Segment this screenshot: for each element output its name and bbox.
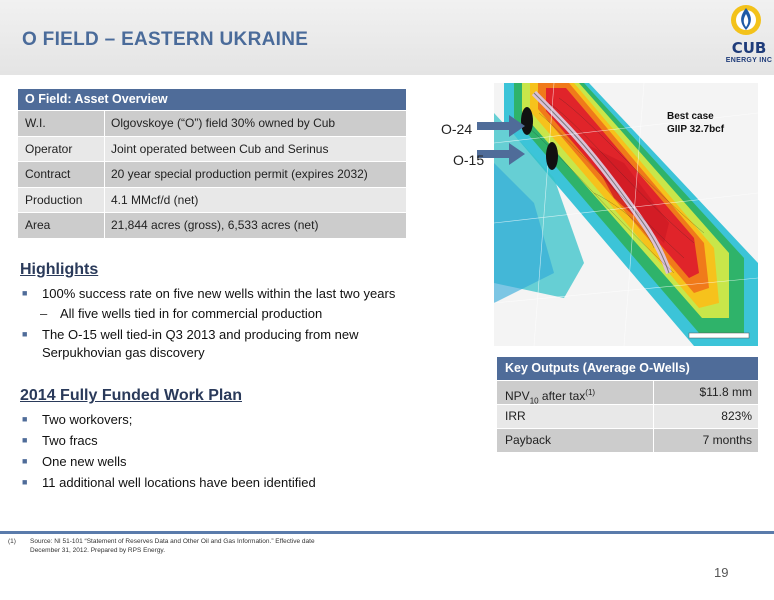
row-value: 21,844 acres (gross), 6,533 acres (net): [104, 213, 406, 238]
row-value: Joint operated between Cub and Serinus: [104, 137, 406, 162]
table-row: [497, 380, 758, 404]
square-bullet-icon: ■: [22, 329, 28, 339]
table-row: [497, 428, 758, 452]
row-value: 4.1 MMcf/d (net): [104, 188, 406, 213]
key-outputs-table: [497, 357, 758, 452]
footnote-number: (1): [8, 538, 16, 545]
bullet-text: The O-15 well tied-in Q3 2013 and producing from new: [42, 327, 359, 342]
square-bullet-icon: ■: [22, 288, 28, 298]
best-case-line1: Best case: [667, 111, 714, 122]
square-bullet-icon: ■: [22, 456, 28, 466]
row-key: Production: [25, 192, 83, 207]
square-bullet-icon: ■: [22, 435, 28, 445]
square-bullet-icon: ■: [22, 477, 28, 487]
table-row: [18, 136, 406, 162]
bullet-text: Two fracs: [42, 433, 98, 448]
npv-footnote-ref: (1): [585, 388, 596, 397]
key-outputs-header: Key Outputs (Average O-Wells): [497, 357, 758, 380]
well-label-o15: O-15: [453, 152, 485, 168]
bullet-text: One new wells: [42, 454, 127, 469]
npv-label: NPV: [505, 389, 530, 403]
table-row: [18, 187, 406, 213]
table-row: [18, 110, 406, 136]
row-value: 20 year special production permit (expires 2032): [104, 162, 406, 187]
table-row: [18, 161, 406, 187]
dash-bullet-icon: –: [40, 306, 48, 321]
square-bullet-icon: ■: [22, 414, 28, 424]
bullet-text: All five wells tied in for commercial production: [60, 306, 323, 321]
well-label-o24: O-24: [441, 121, 473, 137]
row-key: W.I.: [25, 116, 46, 130]
best-case-annotation: [667, 110, 724, 136]
table-row: [18, 212, 406, 238]
table-row: [497, 404, 758, 428]
npv-subscript: 10: [529, 396, 539, 406]
logo-text: CUB: [731, 39, 767, 57]
row-key: [497, 381, 653, 404]
bullet-text: 11 additional well locations have been identified: [42, 475, 316, 490]
row-key: Operator: [25, 141, 73, 156]
well-arrows: [477, 113, 527, 168]
page-title: O FIELD – EASTERN UKRAINE: [22, 29, 309, 50]
highlights-heading: Highlights: [20, 261, 99, 278]
asset-overview-header: O Field: Asset Overview: [18, 89, 406, 110]
row-key: Area: [25, 218, 51, 232]
row-key: Contract: [25, 167, 71, 181]
work-plan-heading: 2014 Fully Funded Work Plan: [20, 387, 242, 404]
page-number: 19: [714, 565, 729, 580]
bullet-text: 100% success rate on five new wells within the last two years: [42, 286, 396, 301]
row-value: 823%: [653, 405, 758, 428]
row-key: Payback: [505, 433, 552, 447]
row-value: $11.8 mm: [653, 381, 758, 404]
best-case-line2: GIIP 32.7bcf: [667, 124, 725, 135]
bullet-text: Serpukhovian gas discovery: [42, 345, 205, 360]
row-value: 7 months: [653, 429, 758, 452]
npv-after-tax: after tax: [538, 389, 586, 403]
footer-divider: [0, 531, 774, 534]
logo-subtext: ENERGY INC: [725, 57, 773, 64]
bullet-text: Two workovers;: [42, 412, 133, 427]
row-value: Olgovskoye (“O”) field 30% owned by Cub: [104, 111, 406, 136]
asset-overview-table: [18, 89, 406, 238]
footnote-text: Source: NI 51-101 “Statement of Reserves Data and Other Oil and Gas Information.” Effective date December 31, 2012. Prepared by RPS Energy.: [30, 538, 315, 554]
row-key: IRR: [505, 409, 526, 423]
